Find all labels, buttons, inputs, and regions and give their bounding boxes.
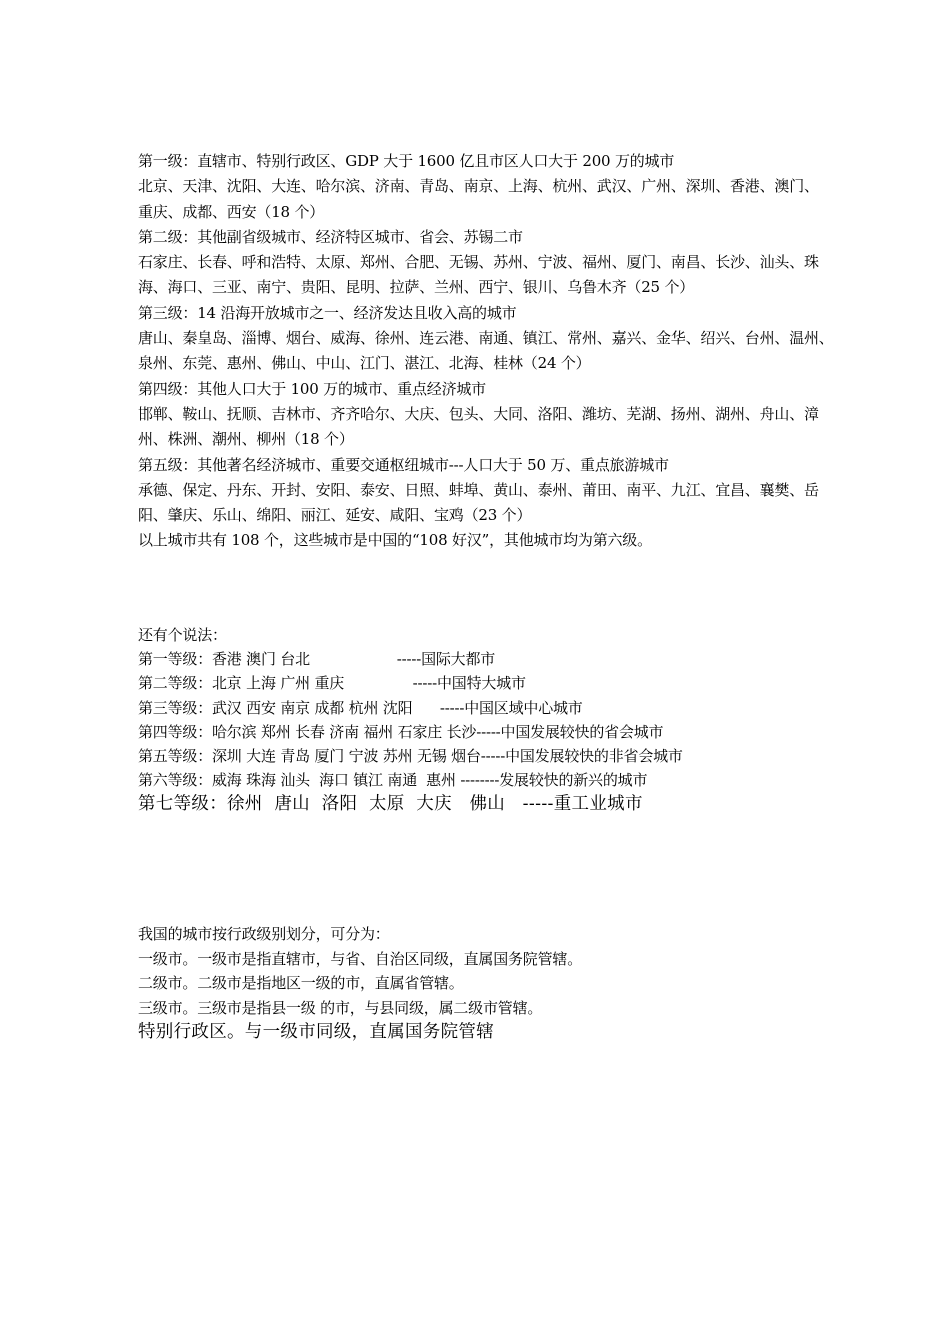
rank-line-seventh: 第七等级：徐州 唐山 洛阳 太原 大庆 佛山 -----重工业城市 (138, 794, 643, 815)
admin-level-line: 二级市。二级市是指地区一级的市，直属省管辖。 (138, 974, 464, 992)
rank-line: 第六等级：威海 珠海 汕头 海口 镇江 南通 惠州 --------发展较快的新兴的城市 (138, 771, 648, 790)
tier5-heading: 第五级：其他著名经济城市、重要交通枢纽城市---人口大于 50 万、重点旅游城市 (138, 455, 669, 474)
tier4-cities-line: 邯郸、鞍山、抚顺、吉林市、齐齐哈尔、大庆、包头、大同、洛阳、潍坊、芜湖、扬州、湖州、舟山、漳 (138, 404, 819, 423)
rank-line: 第三等级：武汉 西安 南京 成都 杭州 沈阳 -----中国区域中心城市 (138, 698, 583, 717)
alternative-ranking-section (138, 623, 828, 817)
tier2-cities-line: 石家庄、长春、呼和浩特、太原、郑州、合肥、无锡、苏州、宁波、福州、厦门、南昌、长沙、汕头、珠 (138, 253, 819, 272)
tier4-heading: 第四级：其他人口大于 100 万的城市、重点经济城市 (138, 379, 486, 398)
tier2-heading: 第二级：其他副省级城市、经济特区城市、省会、苏锡二市 (138, 227, 523, 246)
summary-line: 以上城市共有 108 个，这些城市是中国的“108 好汉”，其他城市均为第六级。 (138, 531, 652, 550)
tier1-cities-line: 北京、天津、沈阳、大连、哈尔滨、济南、青岛、南京、上海、杭州、武汉、广州、深圳、香港、澳门、 (138, 177, 819, 196)
rank-line: 第四等级：哈尔滨 郑州 长春 济南 福州 石家庄 长沙-----中国发展较快的省会城市 (138, 722, 664, 741)
rank-line: 第二等级：北京 上海 广州 重庆 -----中国特大城市 (138, 674, 526, 693)
city-tier-list-section (138, 149, 834, 554)
admin-level-line: 三级市。三级市是指县一级 的市，与县同级，属二级市管辖。 (138, 998, 543, 1017)
admin-intro: 我国的城市按行政级别划分，可分为： (138, 925, 390, 943)
rank-line: 第五等级：深圳 大连 青岛 厦门 宁波 苏州 无锡 烟台-----中国发展较快的非省会城市 (138, 746, 683, 765)
admin-level-line: 一级市。一级市是指直辖市，与省、自治区同级，直属国务院管辖。 (138, 949, 583, 968)
tier1-heading: 第一级：直辖市、特别行政区、GDP 大于 1600 亿且市区人口大于 200 万的城市 (138, 152, 675, 170)
tier2-cities-line: 海、海口、三亚、南宁、贵阳、昆明、拉萨、兰州、西宁、银川、乌鲁木齐（25 个） (138, 278, 695, 297)
rank-line: 第一等级：香港 澳门 台北 -----国际大都市 (138, 650, 496, 669)
tier5-cities-line: 阳、肇庆、乐山、绵阳、丽江、延安、咸阳、宝鸡（23 个） (138, 506, 532, 525)
administrative-levels-section (138, 922, 828, 1045)
tier4-cities-line: 州、株洲、潮州、柳州（18 个） (138, 430, 354, 449)
tier3-cities-line: 唐山、秦皇岛、淄博、烟台、威海、徐州、连云港、南通、镇江、常州、嘉兴、金华、绍兴、台州、温州、 (138, 329, 834, 348)
alternative-intro: 还有个说法： (138, 626, 227, 644)
admin-level-sar-line: 特别行政区。与一级市同级，直属国务院管辖 (138, 1022, 494, 1042)
tier3-heading: 第三级：14 沿海开放城市之一、经济发达且收入高的城市 (138, 303, 517, 322)
tier3-cities-line: 泉州、东莞、惠州、佛山、中山、江门、湛江、北海、桂林（24 个） (138, 354, 591, 373)
tier1-cities-line: 重庆、成都、西安（18 个） (138, 202, 325, 221)
tier5-cities-line: 承德、保定、丹东、开封、安阳、泰安、日照、蚌埠、黄山、泰州、莆田、南平、九江、宜昌、襄樊、岳 (138, 480, 819, 499)
